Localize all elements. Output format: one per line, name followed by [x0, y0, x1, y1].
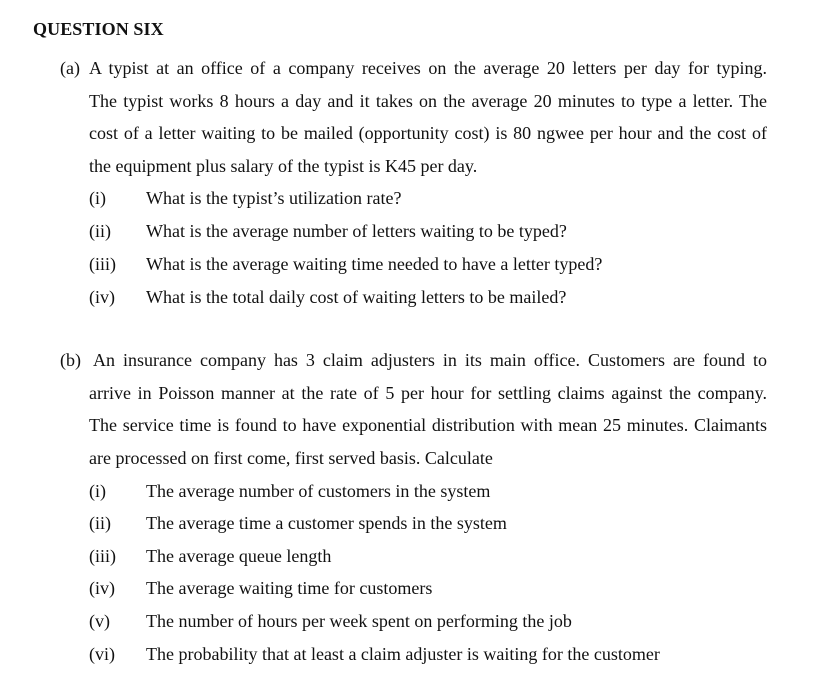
- item-number: (iv): [89, 287, 115, 307]
- item-number: (ii): [89, 221, 111, 241]
- part-a-label: (a): [60, 58, 80, 78]
- item-text: What is the typist’s utilization rate?: [146, 188, 402, 208]
- question-heading: QUESTION SIX: [33, 19, 164, 39]
- item-text: The average number of customers in the system: [146, 481, 491, 501]
- part-b-line-3: The service time is found to have exponential distribution with mean 25 minutes. Claimants: [89, 415, 767, 435]
- item-text: The average time a customer spends in the system: [146, 513, 507, 533]
- item-number: (iii): [89, 254, 116, 274]
- item-number: (ii): [89, 513, 111, 533]
- item-text: What is the average number of letters waiting to be typed?: [146, 221, 567, 241]
- part-b-line-1: An insurance company has 3 claim adjusters in its main office. Customers are found to: [93, 350, 767, 370]
- item-number: (vi): [89, 644, 115, 664]
- item-text: What is the total daily cost of waiting letters to be mailed?: [146, 287, 567, 307]
- part-a-line-1: A typist at an office of a company receives on the average 20 letters per day for typing.: [89, 58, 767, 78]
- item-number: (iii): [89, 546, 116, 566]
- item-text: The average waiting time for customers: [146, 578, 433, 598]
- item-text: The probability that at least a claim adjuster is waiting for the customer: [146, 644, 660, 664]
- item-text: What is the average waiting time needed to have a letter typed?: [146, 254, 603, 274]
- part-a-line-3: cost of a letter waiting to be mailed (opportunity cost) is 80 ngwee per hour and the cost of: [89, 123, 767, 143]
- part-a-line-4: the equipment plus salary of the typist is K45 per day.: [89, 156, 478, 176]
- part-b-line-4: are processed on first come, first served basis. Calculate: [89, 448, 493, 468]
- item-number: (i): [89, 481, 106, 501]
- part-b-line-2: arrive in Poisson manner at the rate of 5 per hour for settling claims against the company.: [89, 383, 767, 403]
- item-text: The number of hours per week spent on performing the job: [146, 611, 572, 631]
- item-text: The average queue length: [146, 546, 332, 566]
- item-number: (iv): [89, 578, 115, 598]
- part-a-line-2: The typist works 8 hours a day and it takes on the average 20 minutes to type a letter. The: [89, 91, 767, 111]
- part-b-label: (b): [60, 350, 81, 370]
- item-number: (i): [89, 188, 106, 208]
- item-number: (v): [89, 611, 110, 631]
